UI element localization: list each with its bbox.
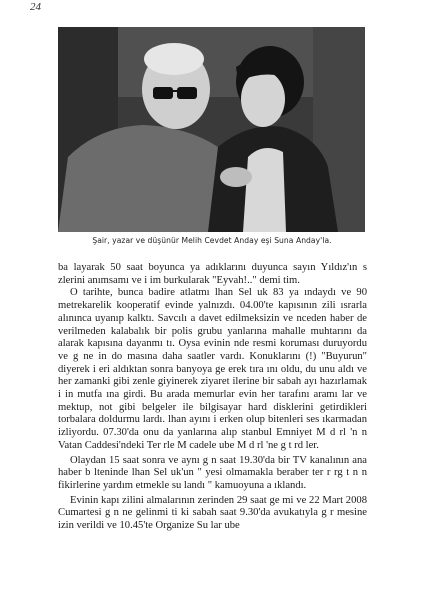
couple-photo-image <box>58 27 365 232</box>
paragraph: Olaydan 15 saat sonra ve aynı g n saat 19.30'da bir TV kanalının ana haber b lteninde lhan Sel uk'un " yesi olmamakla beraber ter r rg t n n fikirlerine yardım etmekle su landı " kamuoyuna a ıklandı. <box>58 454 367 491</box>
photo <box>58 27 365 232</box>
page-number: 24 <box>30 1 41 13</box>
photo-caption: Şair, yazar ve düşünür Melih Cevdet Anday eşi Suna Anday'la. <box>92 236 332 245</box>
paragraph: O tarihte, bunca badire atlatmı lhan Sel uk 83 ya ındaydı ve 90 metrekarelik kooperatif evinde yalnızdı. 04.00'te kapısının zili ısrarla alınınca uyanıp kalktı. Savcılı a davet edilmeksizin ve nceden haber de verilmeden kalabalık bir polis grubu yanlarına mahalle muhtarını da alarak kapısına dayanmı tı. Oysa evinin nde resmi koruması duruyordu ve g ne in do masına daha saatler vardı. Konuklarını (!) "Buyurun" diyerek i eri aldıktan sonra banyoya ge erek tıra ını oldu, du unu aldı ve her zamanki gibi zenle giyinerek ziyaret ilerine bir sabah ayı hazırlamak i in mutfa ına girdi. Bu arada memurlar evin her tarafını aramı lar ve mektup, not gibi belgeler ile bilgisayar hard disklerini getirdikleri torbalara doldurmu lardı. lhan ayını i erken olup bitenleri ses ıkarmadan izliyordu. 07.30'da onu da yanlarına alıp stanbul Emniyet M d rl 'n n Vatan Caddesi'ndeki Ter rle M cadele ube M d rl 'ne g t rd ler. <box>58 287 367 451</box>
body-text <box>58 262 367 533</box>
paragraph: Evinin kapı zilini almalarının zerinden 29 saat ge mi ve 22 Mart 2008 Cumartesi g n ne gelinmi ti ki sabah saat 9.30'da avukatıyla g r mesine izin verildi ve 10.45'te Organize Su lar ube <box>58 494 367 532</box>
paragraph: ba layarak 50 saat boyunca ya adıklarını duyunca sayın Yıldız'ın s zlerini anımsamı ve i im burkularak "Eyvah!.." demi tim. <box>58 262 367 286</box>
